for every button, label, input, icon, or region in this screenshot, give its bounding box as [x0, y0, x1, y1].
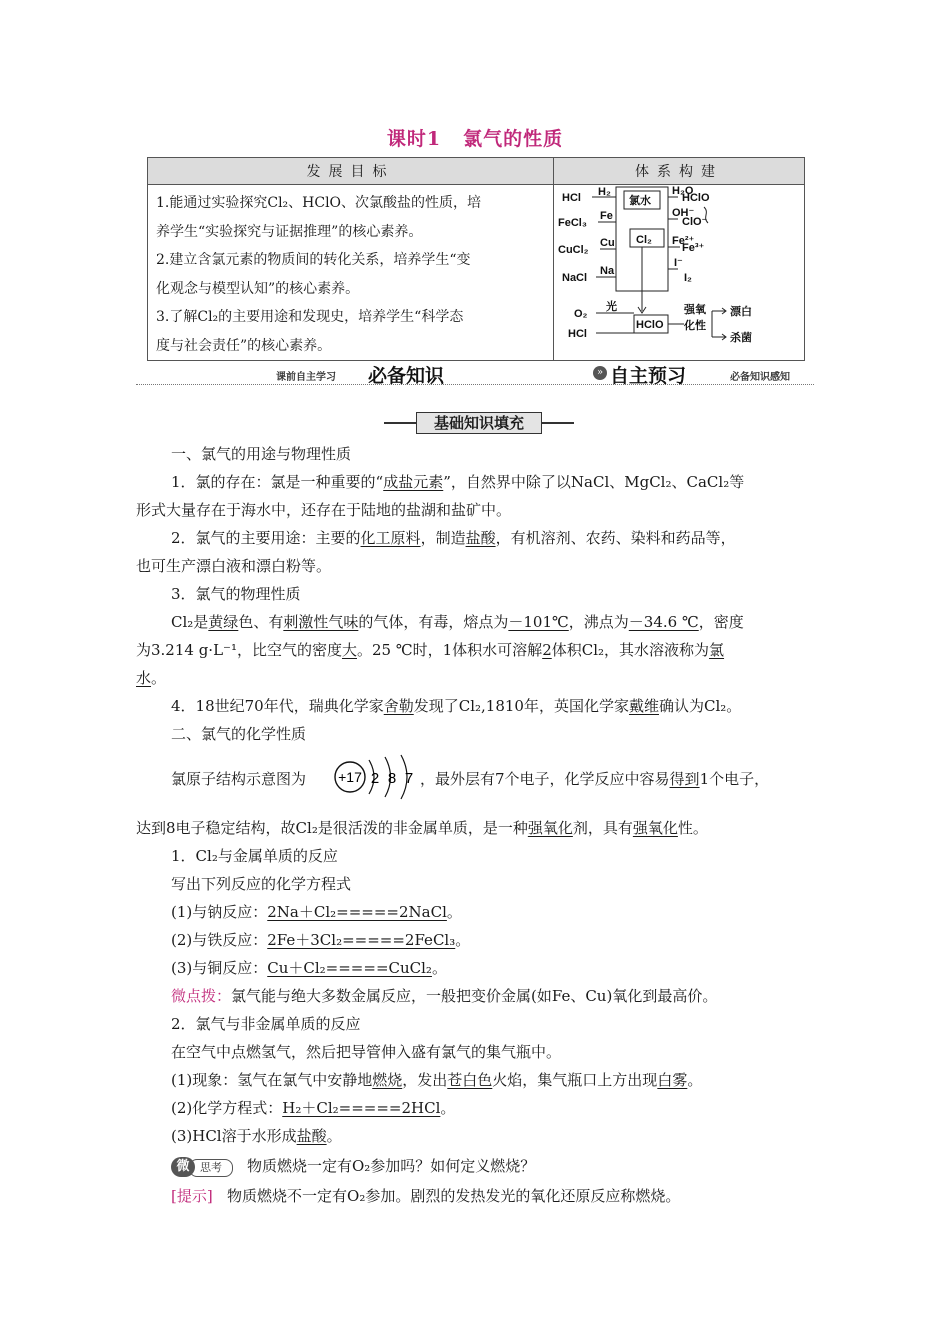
- atom-shell-1: 2: [370, 770, 380, 787]
- diagram-strong-oxidation-2: 化性: [684, 320, 706, 332]
- diagram-clo: ClO⁻: [682, 216, 708, 228]
- diagram-chlorine-water: 氯水: [629, 195, 651, 207]
- metal-instruction: 写出下列反应的化学方程式: [171, 875, 352, 893]
- hint-line: [提示] 物质燃烧不一定有O₂参加。剧烈的发热发光的氧化还原反应称燃烧。: [171, 1187, 681, 1205]
- structure-diagram-cell: [554, 185, 805, 361]
- diagram-strong-oxidation-1: 强氧: [684, 304, 706, 316]
- section-heading-label: 基础知识填充: [416, 412, 542, 434]
- think-question: 思考 微 物质燃烧一定有O₂参加吗？如何定义燃烧？: [136, 1153, 851, 1180]
- diagram-o2: O₂: [574, 308, 588, 320]
- atom-shell-3: 7: [404, 770, 414, 787]
- atom-line-rest: ，最外层有7个电子，化学反应中容易得到1个电子，: [420, 770, 770, 788]
- physical-line-1: Cl₂是黄绿色、有刺激性气味的气体，有毒，熔点为－101℃，沸点为－34.6 ℃，密度: [171, 613, 744, 631]
- diagram-bleach: 漂白: [730, 306, 752, 318]
- goal-1-line-2: 养学生“实验探究与证据推理”的核心素养。: [156, 223, 423, 240]
- goals-table: [147, 157, 805, 361]
- banner-arrow-icon: »: [593, 366, 607, 380]
- diagram-light: 光: [606, 301, 617, 313]
- banner-left-label: 课前自主学习: [276, 372, 336, 383]
- goal-3-line-2: 度与社会责任”的核心素养。: [156, 337, 332, 354]
- goal-3-line-1: 3.了解Cl₂的主要用途和发现史，培养学生“科学态: [156, 309, 464, 325]
- reaction-iron: (2)与铁反应：2Fe＋3Cl₂=====2FeCl₃。: [171, 931, 471, 949]
- nonmetal-equation: (2)化学方程式：H₂＋Cl₂=====2HCl。: [171, 1099, 456, 1117]
- physical-line-3: 水。: [136, 669, 167, 687]
- heading-1-3: 3．氯气的物理性质: [171, 585, 301, 603]
- diagram-na: Na: [600, 265, 615, 277]
- goal-1-line-1: 1.能通过实验探究Cl₂、HClO、次氯酸盐的性质，培: [156, 195, 482, 211]
- diagram-cu: Cu: [600, 237, 615, 249]
- lesson-title: [0, 124, 950, 151]
- paragraph-1-line-2: 形式大量存在于海水中，还存在于陆地的盐湖和盐矿中。: [136, 501, 512, 519]
- diagram-fe2: Fe²⁺: [672, 235, 695, 247]
- paragraph-1-line-1: 1．氯的存在：氯是一种重要的“成盐元素”，自然界中除了以NaCl、MgCl₂、CaCl₂等: [171, 473, 745, 491]
- paragraph-2-line-1: 2．氯气的主要用途：主要的化工原料，制造盐酸，有机溶剂、农药、染料和药品等，: [171, 529, 736, 547]
- diagram-hclo-box: HClO: [636, 319, 664, 331]
- section-heading: [384, 412, 574, 434]
- diagram-cucl2: CuCl₂: [558, 244, 589, 256]
- atom-line-2: 达到8电子稳定结构，故Cl₂是很活泼的非金属单质，是一种强氧化剂，具有强氧化性。: [136, 819, 708, 837]
- think-icon: 思考 微: [171, 1157, 233, 1177]
- nonmetal-phenomenon: (1)现象：氢气在氯气中安静地燃烧，发出苍白色火焰，集气瓶口上方出现白雾。: [171, 1071, 703, 1089]
- atom-shell-2: 8: [387, 770, 397, 787]
- diagram-sterilize: 杀菌: [730, 332, 752, 344]
- reaction-copper: (3)与铜反应：Cu＋Cl₂=====CuCl₂。: [171, 959, 447, 977]
- diagram-hcl-2: HCl: [568, 328, 587, 340]
- atom-nucleus: +17: [338, 769, 362, 785]
- goal-2-line-2: 化观念与模型认知”的核心素养。: [156, 280, 360, 297]
- atom-line-label: 氯原子结构示意图为: [171, 770, 307, 788]
- lesson-topic: 氯气的性质: [463, 128, 564, 150]
- goals-header: 发展目标: [148, 158, 554, 185]
- lesson-number: 课时1: [386, 128, 442, 150]
- section-banner: [136, 360, 814, 388]
- chlorine-atom-diagram: [333, 754, 421, 800]
- diagram-hclo: HClO: [682, 192, 710, 204]
- history-line: 4．18世纪70年代，瑞典化学家舍勒发现了Cl₂,1810年，英国化学家戴维确认为Cl₂。: [171, 697, 742, 715]
- diagram-cl2: Cl₂: [636, 234, 652, 246]
- diagram-h2: H₂: [598, 186, 611, 198]
- diagram-fecl3: FeCl₃: [558, 217, 587, 229]
- paragraph-2-line-2: 也可生产漂白液和漂白粉等。: [136, 557, 332, 575]
- diagram-fe: Fe: [600, 210, 613, 222]
- diagram-fe3: Fe³⁺: [682, 242, 705, 254]
- diagram-i2: I₂: [684, 272, 692, 284]
- diagram-i: I⁻: [674, 257, 683, 269]
- diagram-h2o: H₂O: [672, 185, 694, 197]
- structure-header: 体系构建: [554, 158, 805, 185]
- metal-heading: 1．Cl₂与金属单质的反应: [171, 847, 338, 865]
- nonmetal-hcl: (3)HCl溶于水形成盐酸。: [171, 1127, 342, 1145]
- chlorine-concept-diagram: [554, 185, 802, 351]
- heading-1: 一、氯气的用途与物理性质: [171, 445, 352, 463]
- banner-main-1: 必备知识: [368, 365, 445, 387]
- banner-right-label: 必备知识感知: [730, 372, 790, 383]
- diagram-oh: OH⁻: [672, 207, 695, 219]
- nonmetal-heading: 2．氯气与非金属单质的反应: [171, 1015, 361, 1033]
- reaction-sodium: (1)与钠反应：2Na＋Cl₂=====2NaCl。: [171, 903, 462, 921]
- banner-main-2: 自主预习: [610, 365, 687, 387]
- goals-cell: [148, 185, 554, 361]
- heading-2: 二、氯气的化学性质: [171, 725, 307, 743]
- nonmetal-intro: 在空气中点燃氢气，然后把导管伸入盛有氯气的集气瓶中。: [171, 1043, 562, 1061]
- diagram-hcl: HCl: [562, 192, 581, 204]
- diagram-nacl: NaCl: [562, 272, 588, 284]
- goal-2-line-1: 2.建立含氯元素的物质间的转化关系，培养学生“变: [156, 252, 471, 268]
- tip-line: 微点拨：氯气能与绝大多数金属反应，一般把变价金属(如Fe、Cu)氧化到最高价。: [171, 987, 718, 1005]
- physical-line-2: 为3.214 g·L⁻¹，比空气的密度大。25 ℃时，1体积水可溶解2体积Cl₂，其水溶液称为氯: [136, 641, 725, 659]
